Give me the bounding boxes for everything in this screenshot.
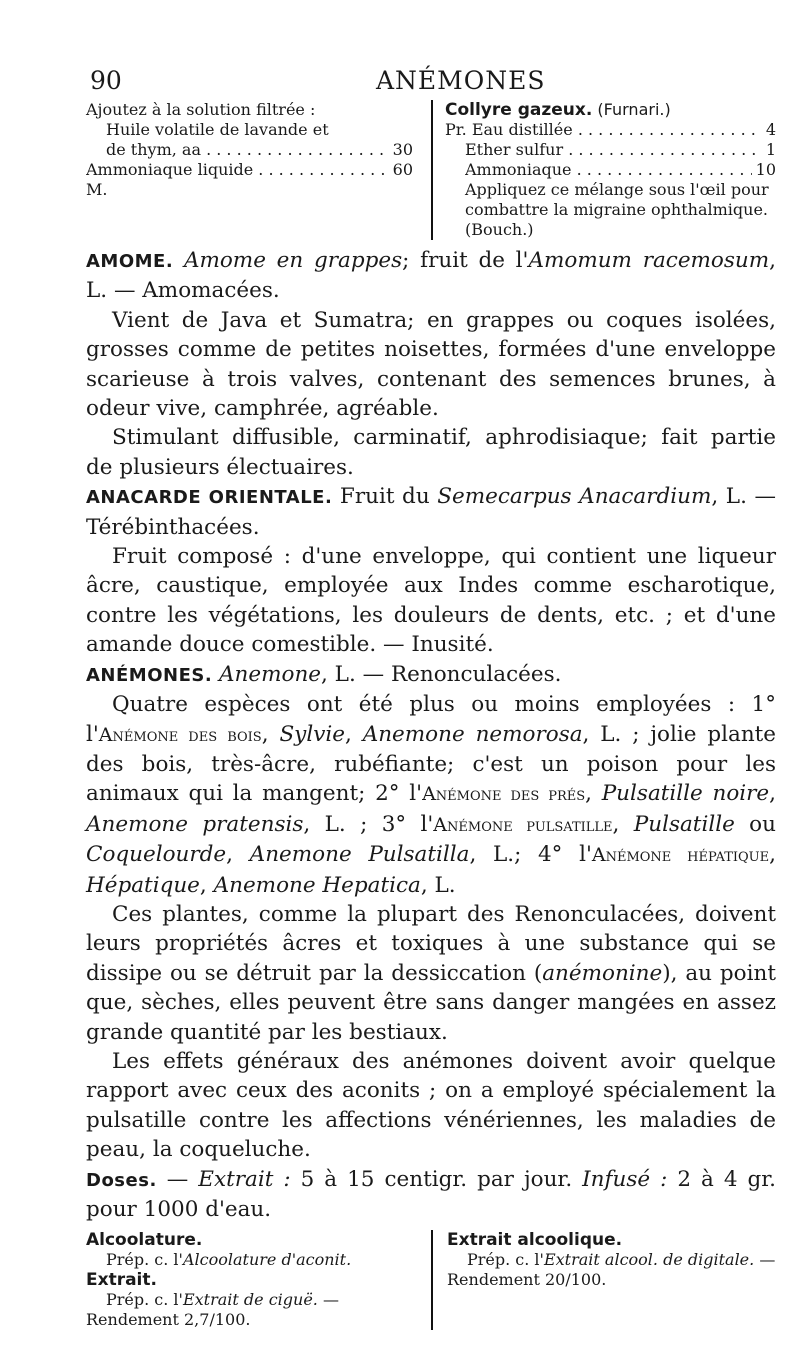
recipe-title-line [445, 100, 776, 120]
prep-title: Extrait alcoolique. [447, 1230, 623, 1251]
recipe-item-value: 30 [392, 140, 413, 159]
entry-anemones-heading: ANÉMONES. Anemone, L. — Renonculacées. [86, 661, 562, 687]
latin-name: Anemone [219, 661, 322, 687]
paragraph: Vient de Java et Sumatra; en grappes ou coques isolées, grosses comme de petites noisettes, formées d'une enveloppe scarieuse à trois valves, contenant des semences brunes, à odeur vive, camphrée, agréable. [86, 307, 776, 422]
paragraph: Fruit composé : d'une enveloppe, qui contient une liqueur âcre, caustique, employée aux Indes comme escharotique, contre les végétations, les douleurs de dents, etc. ; et d'une amande douce comestible. — Inusité. [86, 544, 776, 658]
prep-title: Alcoolature. [86, 1230, 203, 1251]
recipe-line: Huile volatile de lavande et [106, 120, 329, 139]
latin-name: Amomum racemosum [528, 248, 770, 273]
bottom-right-preparations [431, 1230, 776, 1330]
paragraph-species: Quatre espèces ont été plus ou moins employées : 1° l'Anémone des bois, Sylvie, Anemone nemorosa, L. ; jolie plante des bois, très-âcre, rubéfiante; c'est un poison pour les animaux qui la mangent; 2° l'Anémone des prés, Pulsatille noire, Anemone pratensis, L. ; 3° l'Anémone pulsatille, Pulsatille ou Coquelourde, Anemone Pulsatilla, L.; 4° l'Anémone hépatique, Hépatique, Anemone Hepatica, L. [86, 692, 777, 898]
recipe-item-value: 10 [755, 160, 776, 179]
recipe-item-label: Ether sulfur . . . [465, 140, 762, 160]
recipe-item-value: 1 [765, 140, 776, 159]
entry-headword: ANACARDE ORIENTALE. [86, 487, 333, 509]
recipe-item-label: Ammoniaque . . . [465, 160, 752, 180]
latin-name: Semecarpus Anacardium [437, 484, 712, 510]
prep-line: Prép. c. l'Extrait de ciguë. — Rendement 2,7/100. [86, 1290, 339, 1330]
entry-amome-heading: AMOME. Amome en grappes; fruit de l'Amomum racemosum, L. — Amomacées. [86, 248, 776, 304]
recipe-item-value: 4 [765, 120, 776, 139]
paragraph: Ces plantes, comme la plupart des Renonculacées, doivent leurs propriétés âcres et toxiques à une substance qui se dissipe ou se détruit par la dessiccation (anémonine), au point que, sèches, elles peuvent être sans danger mangées en assez grande quantité par les bestiaux. [86, 901, 776, 1045]
bottom-left-preparations [86, 1230, 431, 1330]
top-right-recipe [431, 100, 776, 240]
prep-line: Prép. c. l'Extrait alcool. de digitale. — Rendement 20/100. [447, 1250, 776, 1290]
recipe-title: Collyre gazeux. [445, 100, 593, 120]
paragraph: Stimulant diffusible, carminatif, aphrodisiaque; fait partie de plusieurs électuaires. [86, 425, 776, 480]
entry-anacarde-heading: ANACARDE ORIENTALE. Fruit du Semecarpus Anacardium, L. — Térébinthacées. [86, 484, 777, 540]
page-header [86, 60, 776, 100]
prep-line: Prép. c. l'Alcoolature d'aconit. [106, 1250, 352, 1270]
recipe-note: Appliquez ce mélange sous l'œil pour combattre la migraine ophthalmique. (Bouch.) [465, 180, 769, 239]
page-number: 90 [90, 66, 122, 95]
top-left-recipe [86, 100, 431, 240]
recipe-item-value: 60 [392, 160, 413, 179]
recipe-item [445, 140, 776, 160]
doses-head: Doses. [86, 1169, 157, 1191]
recipe-item-label: Ammoniaque liquide . . . [86, 160, 389, 180]
recipe-title-note: (Furnari.) [597, 100, 671, 119]
recipe-item [86, 160, 413, 180]
paragraph: Les effets généraux des anémones doivent avoir quelque rapport avec ceux des aconits ; on a employé spécialement la pulsatille contre les affections vénériennes, les maladies de peau, la coqueluche. [86, 1048, 776, 1163]
doses-line: Doses. — Extrait : 5 à 15 centigr. par jour. Infusé : 2 à 4 gr. pour 1000 d'eau. [86, 1166, 777, 1222]
recipe-item [445, 120, 776, 140]
main-text [86, 246, 776, 1224]
entry-headword: AMOME. [86, 251, 174, 272]
recipe-item [445, 160, 776, 180]
running-title: ANÉMONES [376, 66, 546, 95]
top-recipes [86, 100, 776, 240]
recipe-item-label: Pr. Eau distillée . . . [445, 120, 762, 140]
common-name: Amome en grappes [183, 248, 403, 273]
entry-headword: ANÉMONES. [86, 664, 213, 686]
recipe-sign: M. [86, 180, 108, 199]
recipe-item-label: de thym, aa . . . [106, 140, 389, 160]
recipe-item [86, 140, 413, 160]
prep-title: Extrait. [86, 1270, 157, 1291]
page [86, 60, 776, 1336]
recipe-intro: Ajoutez à la solution filtrée : [86, 100, 316, 119]
bottom-preparations [86, 1230, 776, 1330]
